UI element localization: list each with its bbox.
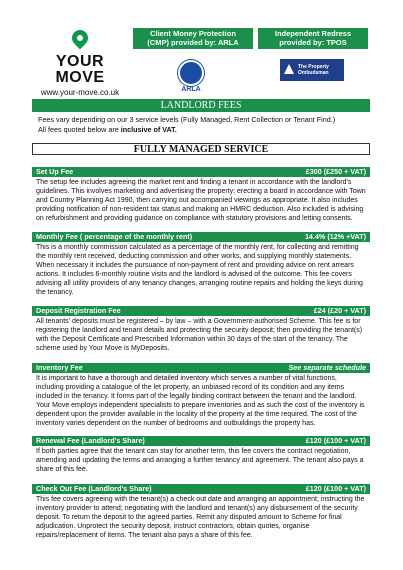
fee-description: All tenants' deposits must be registered – by law – with a Government-authorised Scheme. This fee is for registering the landlord and tenant details and protecting the security deposit; then providing the tenant(s) with the Deposit Certificate and Prescribed Information within 30 days of the start of the tenancy. The scheme used by Your Move is MyDeposits. xyxy=(36,318,363,353)
intro-line2 xyxy=(38,125,378,135)
fee-header xyxy=(32,167,370,177)
intro-line2-bold: inclusive of VAT. xyxy=(120,124,177,134)
arla-emblem-icon xyxy=(178,60,204,86)
fee-description: If both parties agree that the tenant can stay for another term, this fee covers the contract negotiation, amending and updating the terms and arranging a further tenancy and agreement. The tenant also pays a share of this fee. xyxy=(36,448,364,474)
fee-title: Deposit Registration Fee xyxy=(36,306,121,315)
redress-badge xyxy=(258,28,368,49)
logo-url: www.your-move.co.uk xyxy=(40,88,120,97)
fee-title: Inventory Fee xyxy=(36,363,83,372)
tpo-triangle-icon xyxy=(284,64,294,74)
fee-section-inventory xyxy=(32,363,370,429)
page-header xyxy=(0,0,403,95)
fee-title: Check Out Fee (Landlord's Share) xyxy=(36,484,152,493)
fee-header xyxy=(32,484,370,494)
tpo-logo xyxy=(280,59,344,81)
intro-line1: Fees vary depending on our 3 service levels (Fully Managed, Rent Collection or Tenant Find.) xyxy=(38,115,336,124)
fee-amount: 14.4% (12% +VAT) xyxy=(304,232,366,241)
logo-brand: YOUR MOVE xyxy=(55,53,105,86)
location-pin-icon xyxy=(69,30,91,52)
fee-description: It is important to have a thorough and detailed inventory which serves a number of vital functions, including providing a catalogue of the let property, an unbiased record of its condition and any items included in the tenancy. It forms part of the legally binding contract between the tenant and the landlord. Your Move employs independent specialists to prepare inventories and as such the cost of the inventory is dependent upon the provider available in the locality of the property at the time required. The cost of the inventory varies dependent on the number of bedrooms and outbuildings the property has. xyxy=(36,375,365,428)
fee-section-deposit xyxy=(32,306,370,353)
fee-amount: See separate schedule xyxy=(288,363,366,372)
fee-header xyxy=(32,232,370,242)
fee-amount: £300 (£250 + VAT) xyxy=(305,167,366,176)
fee-section-monthly xyxy=(32,232,370,298)
fee-header xyxy=(32,306,370,316)
fee-header xyxy=(32,436,370,446)
fee-title: Monthly Fee ( percentage of the monthly rent) xyxy=(36,232,193,241)
redress-line1: Independent Redress xyxy=(274,29,352,38)
fee-amount: £24 (£20 + VAT) xyxy=(313,306,366,315)
fee-header xyxy=(32,363,370,373)
cmp-line2: (CMP) provided by: ARLA xyxy=(147,38,239,47)
fee-section-setup xyxy=(32,167,370,223)
fee-amount: £120 (£100 + VAT) xyxy=(305,436,366,445)
fee-amount: £120 (£100 + VAT) xyxy=(305,484,366,493)
arla-logo xyxy=(178,60,204,93)
cmp-badge xyxy=(133,28,253,49)
tpo-label: The Property Ombudsman xyxy=(298,64,329,76)
fee-description: The setup fee includes agreeing the market rent and finding a tenant in accordance with the landlord's guidelines. This involves marketing and advertising the property; erecting a board in accordance with Town and Country Planning Act 1990, then carrying out accompanied viewings as appropriate. It also includes providing notification of non-resident tax status and making an HMRC deduction. Also included is advising on refurbishment and providing guidance on compliance with statutory provisions and letting consents. xyxy=(36,179,366,223)
fee-title: Set Up Fee xyxy=(36,167,74,176)
intro-line2-prefix: All fees quoted below are xyxy=(38,124,121,134)
intro-text xyxy=(38,115,378,134)
fee-section-checkout xyxy=(32,484,370,540)
fee-description: This is a monthly commission calculated as a percentage of the monthly rent, for collecting and remitting the monthly rent received, deducting commission and other works, and supplying monthly statements. When necessary it includes the pursuance of non-payment of rent and providing advice on rent arrears actions. It includes 6-monthly routine visits and the landlord is advised of the outcome. This fee covers advising all utility providers of any tenancy changes, arranging routine repairs and holding the keys during the tenancy. xyxy=(36,244,363,297)
cmp-line1: Client Money Protection xyxy=(150,29,236,38)
fee-description: This fee covers agreeing with the tenant(s) a check out date and arranging an appointment; instructing the inventory provider to attend; negotiating with the landlord and tenant(s) any disbursement of the security deposit. To return the deposit to the agreed parties. Remit any disputed amount to Scheme for final adjudication. Unprotect the security deposit, instruct contractors, obtain quotes, organise repairs/replacement of items. The tenant also pays a share of this fee. xyxy=(36,496,365,540)
arla-label: ARLA xyxy=(181,86,201,93)
fee-title: Renewal Fee (Landlord's Share) xyxy=(36,436,145,445)
fee-section-renewal xyxy=(32,436,370,474)
page-title: LANDLORD FEES xyxy=(32,99,370,112)
redress-line2: provided by: TPOS xyxy=(279,38,347,47)
your-move-logo xyxy=(40,30,120,97)
service-title: FULLY MANAGED SERVICE xyxy=(32,143,370,155)
